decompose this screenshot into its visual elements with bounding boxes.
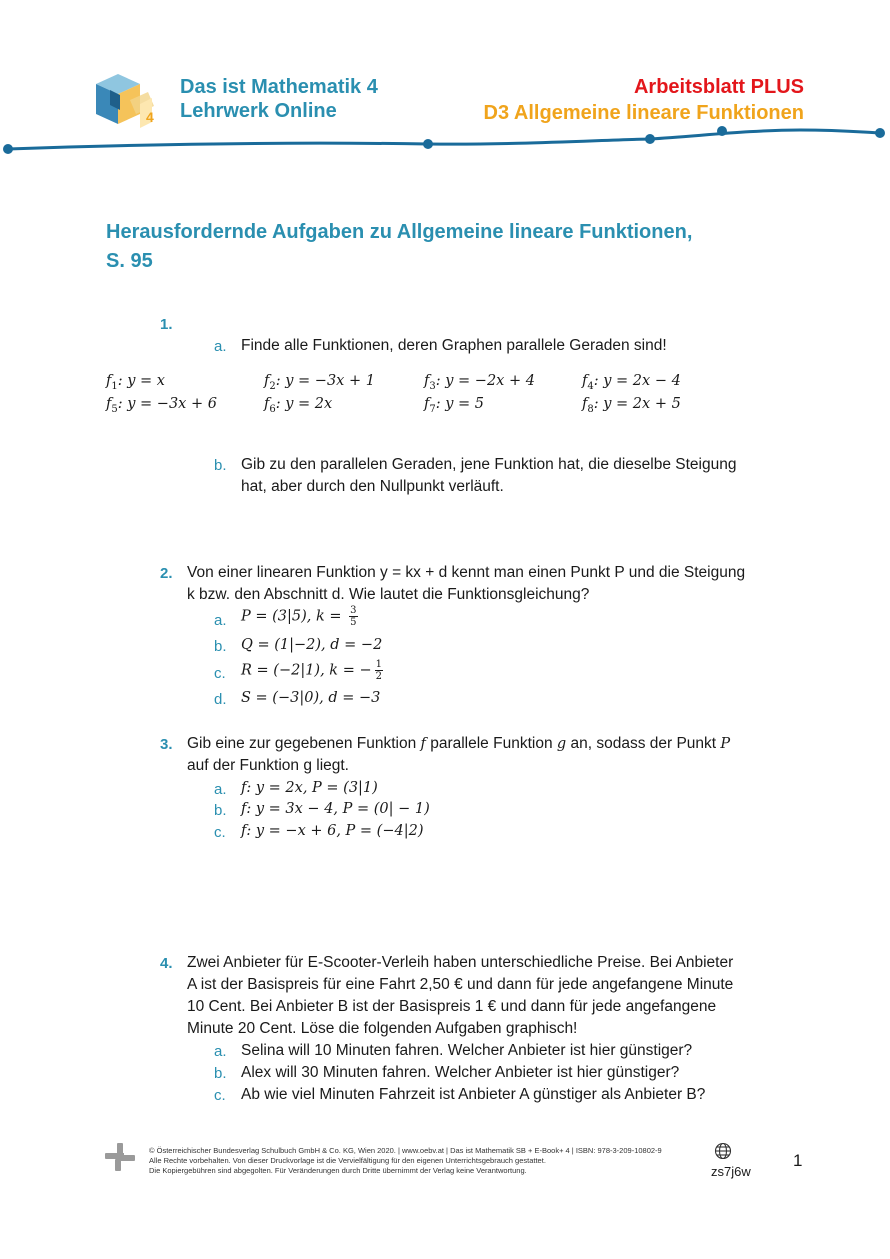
task4c-label: c. xyxy=(214,1087,226,1104)
chapter-title: D3 Allgemeine lineare Funktionen xyxy=(483,102,804,124)
function-item: $f_4$: y = 2x − 4 xyxy=(582,373,681,392)
task3-text: Gib eine zur gegebenen Funktion f parallele Funktion g an, sodass der Punkt P xyxy=(187,735,731,752)
function-item: $f_3$: y = −2x + 4 xyxy=(424,373,535,392)
task4a-text: Selina will 10 Minuten fahren. Welcher Anbieter ist hier günstiger? xyxy=(241,1042,693,1059)
task4a-label: a. xyxy=(214,1043,227,1060)
function-item: $f_5$: y = −3x + 6 xyxy=(106,396,217,415)
function-item: $f_7$: y = 5 xyxy=(424,396,485,415)
function-item: $f_8$: y = 2x + 5 xyxy=(582,396,681,415)
task4b-text: Alex will 30 Minuten fahren. Welcher Anbieter ist hier günstiger? xyxy=(241,1064,680,1081)
book-subtitle: Lehrwerk Online xyxy=(180,100,337,122)
sheet-type: Arbeitsblatt PLUS xyxy=(633,76,804,98)
task4-text-line: Minute 20 Cent. Löse die folgenden Aufgaben graphisch! xyxy=(187,1020,578,1037)
header-wave-line xyxy=(0,120,890,160)
task2d-expr: S = (−3|0), d = −3 xyxy=(241,690,381,706)
task1b-text: Gib zu den parallelen Geraden, jene Funktion hat, die dieselbe Steigung xyxy=(241,456,737,473)
task2c-label: c. xyxy=(214,665,226,682)
task2b-expr: Q = (1|−2), d = −2 xyxy=(241,637,383,653)
online-code[interactable]: zs7j6w xyxy=(711,1164,751,1179)
task2d-label: d. xyxy=(214,691,227,708)
book-title: Das ist Mathematik 4 xyxy=(180,76,378,98)
footer-rights: Alle Rechte vorbehalten. Von dieser Druckvorlage ist die Vervielfältigung für den eigenen Unterrichtsgebrauch gestattet. xyxy=(149,1156,546,1165)
task1a-text: Finde alle Funktionen, deren Graphen parallele Geraden sind! xyxy=(241,337,667,354)
page-title-page: S. 95 xyxy=(106,250,153,272)
task2c-expr: R = (−2|1), k = − $\frac{1}{2}$ xyxy=(241,659,382,682)
task4b-label: b. xyxy=(214,1065,227,1082)
task4-number: 4. xyxy=(160,955,173,972)
task3c-expr: f: y = −x + 6, P = (−4|2) xyxy=(241,823,424,839)
footer-copyright: © Österreichischer Bundesverlag Schulbuch GmbH & Co. KG, Wien 2020. | www.oebv.at | Das ist Mathematik SB + E-Book+ 4 | ISBN: 978-3-209-10802-9 xyxy=(149,1146,662,1155)
function-item: $f_1$: y = x xyxy=(106,373,165,392)
task3-number: 3. xyxy=(160,736,173,753)
function-item: $f_6$: y = 2x xyxy=(264,396,333,415)
task2a-expr: P = (3|5), k = $\frac{3}{5}$ xyxy=(241,605,357,628)
task4-text-line: A ist der Basispreis für eine Fahrt 2,50 € und dann für jede angefangene Minute xyxy=(187,976,734,993)
task1a-label: a. xyxy=(214,338,227,355)
task1b-text-cont: hat, aber durch den Nullpunkt verläuft. xyxy=(241,478,504,495)
page-number: 1 xyxy=(793,1151,803,1170)
svg-text:4: 4 xyxy=(146,109,154,125)
task3a-expr: f: y = 2x, P = (3|1) xyxy=(241,780,378,796)
task1-number: 1. xyxy=(160,316,173,333)
task2a-label: a. xyxy=(214,612,227,629)
function-item: $f_2$: y = −3x + 1 xyxy=(264,373,375,392)
task3c-label: c. xyxy=(214,824,226,841)
publisher-logo-icon xyxy=(104,1142,136,1172)
task2-number: 2. xyxy=(160,565,173,582)
task3-text-cont: auf der Funktion g liegt. xyxy=(187,757,349,774)
footer-fees: Die Kopiergebühren sind abgegolten. Für Veränderungen durch Dritte übernimmt der Verlag keine Verantwortung. xyxy=(149,1166,527,1175)
task2-text-cont: k bzw. den Abschnitt d. Wie lautet die Funktionsgleichung? xyxy=(187,586,590,603)
header xyxy=(0,0,890,170)
task4-text-line: 10 Cent. Bei Anbieter B ist der Basispreis 1 € und dann für jede angefangene xyxy=(187,998,717,1015)
globe-icon[interactable] xyxy=(714,1142,732,1160)
task4c-text: Ab wie viel Minuten Fahrzeit ist Anbieter A günstiger als Anbieter B? xyxy=(241,1086,706,1103)
task3a-label: a. xyxy=(214,781,227,798)
task2-text: Von einer linearen Funktion y = kx + d kennt man einen Punkt P und die Steigung xyxy=(187,564,746,581)
task3b-label: b. xyxy=(214,802,227,819)
task1b-label: b. xyxy=(214,457,227,474)
task3b-expr: f: y = 3x − 4, P = (0| − 1) xyxy=(241,801,430,817)
page-title: Herausfordernde Aufgaben zu Allgemeine lineare Funktionen, xyxy=(106,221,693,243)
task2b-label: b. xyxy=(214,638,227,655)
task4-text-line: Zwei Anbieter für E-Scooter-Verleih haben unterschiedliche Preise. Bei Anbieter xyxy=(187,954,734,971)
